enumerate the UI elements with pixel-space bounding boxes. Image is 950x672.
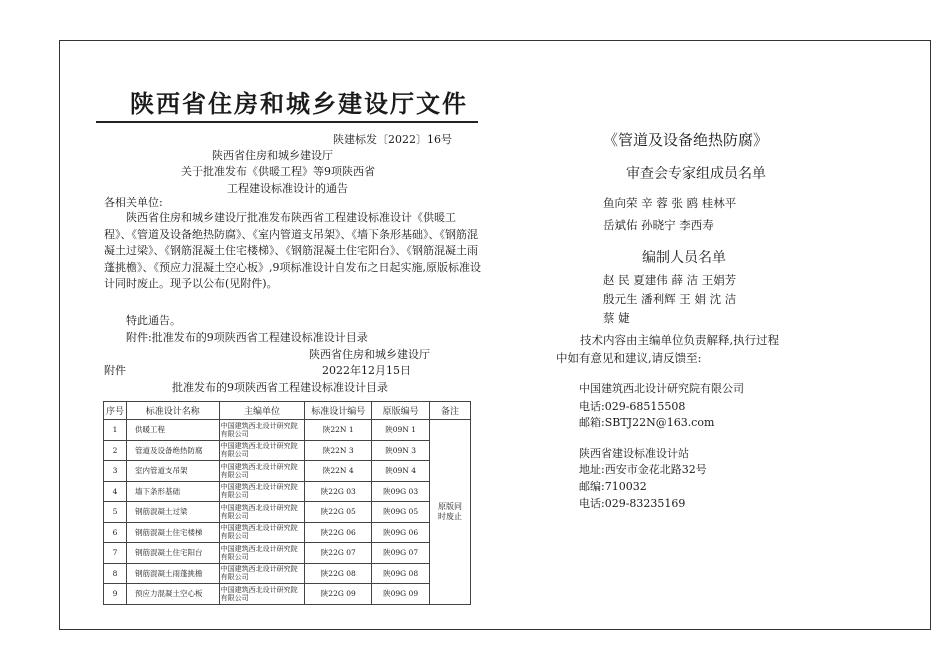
original-code: 陕09G 07 <box>372 543 430 564</box>
original-code: 陕09N 4 <box>372 461 430 482</box>
row-number: 7 <box>104 543 127 564</box>
table-row <box>104 563 471 584</box>
chief-editor-unit: 中国建筑西北设计研究院有限公司 <box>219 420 305 441</box>
row-number: 4 <box>104 481 127 502</box>
chief-editor-unit: 中国建筑西北设计研究院有限公司 <box>219 522 305 543</box>
chief-editor-unit: 中国建筑西北设计研究院有限公司 <box>219 584 305 605</box>
attachment-label: 附件 <box>104 364 126 377</box>
original-code: 陕09G 06 <box>372 522 430 543</box>
header-divider <box>96 121 478 123</box>
editors-line-1: 赵 民 夏建伟 薛 洁 王娟芳 <box>603 273 737 287</box>
row-number: 6 <box>104 522 127 543</box>
standard-code: 陕22G 09 <box>305 584 372 605</box>
row-number: 9 <box>104 584 127 605</box>
notice-paragraph: 陕西省住房和城乡建设厅批准发布陕西省工程建设标准设计《供暖工程》、《管道及设备绝热防腐》、《室内管道支吊架》、《墙下条形基础》、《钢筋混凝土过梁》、《钢筋混凝土住宅楼梯》、《钢筋混凝土住宅阳台》、《钢筋混凝土雨蓬挑檐》、《预应力混凝土空心板》,9项标准设计自发布之日起实施,原版标准设计同时废止。现予以公布(见附件)。 <box>104 211 481 290</box>
contact-org-1-phone: 电话:029-68515508 <box>579 400 686 413</box>
standard-name: 钢筋混凝土雨蓬挑檐 <box>126 563 219 584</box>
document-number: 陕建标发〔2022〕16号 <box>333 133 452 146</box>
editors-line-2: 殷元生 潘利辉 王 娟 沈 洁 <box>603 292 737 306</box>
standard-code: 陕22G 03 <box>305 481 372 502</box>
standard-name: 钢筋混凝土过梁 <box>126 502 219 523</box>
standard-name: 钢筋混凝土住宅阳台 <box>126 543 219 564</box>
standard-name: 室内管道支吊架 <box>126 461 219 482</box>
notice-closing: 特此通告。 <box>126 314 181 327</box>
standard-code: 陕22N 1 <box>305 420 372 441</box>
technical-note-line-1: 技术内容由主编单位负责解释,执行过程 <box>580 333 780 347</box>
chief-editor-unit: 中国建筑西北设计研究院有限公司 <box>219 563 305 584</box>
original-code: 陕09G 05 <box>372 502 430 523</box>
column-header: 标准设计编号 <box>305 402 372 420</box>
row-number: 1 <box>104 420 127 441</box>
row-number: 3 <box>104 461 127 482</box>
contact-org-2-postcode: 邮编:710032 <box>579 480 647 493</box>
table-header-row <box>104 402 471 420</box>
table-row <box>104 584 471 605</box>
table-row <box>104 543 471 564</box>
column-header: 原版编号 <box>372 402 430 420</box>
table-row <box>104 481 471 502</box>
standard-code: 陕22N 3 <box>305 440 372 461</box>
attachment-note: 附件:批准发布的9项陕西省工程建设标准设计目录 <box>126 331 368 344</box>
table-row <box>104 420 471 441</box>
original-code: 陕09N 3 <box>372 440 430 461</box>
column-header: 序号 <box>104 402 127 420</box>
standard-name: 供暖工程 <box>126 420 219 441</box>
signature-organization: 陕西省住房和城乡建设厅 <box>309 348 430 361</box>
standard-code: 陕22G 05 <box>305 502 372 523</box>
standard-code: 陕22G 07 <box>305 543 372 564</box>
editors-heading: 编制人员名单 <box>642 250 726 266</box>
row-number: 5 <box>104 502 127 523</box>
column-header: 主编单位 <box>219 402 305 420</box>
standard-code: 陕22G 06 <box>305 522 372 543</box>
table-row <box>104 440 471 461</box>
document-header-title: 陕西省住房和城乡建设厅文件 <box>130 89 468 118</box>
standard-code: 陕22G 08 <box>305 563 372 584</box>
remark-cell: 原版同时废止 <box>430 420 471 605</box>
chief-editor-unit: 中国建筑西北设计研究院有限公司 <box>219 461 305 482</box>
original-code: 陕09N 1 <box>372 420 430 441</box>
notice-title-line-2: 工程建设标准设计的通告 <box>227 182 348 195</box>
table-row <box>104 461 471 482</box>
table-title: 批准发布的9项陕西省工程建设标准设计目录 <box>172 381 388 394</box>
notice-title-line-1: 关于批准发布《供暖工程》等9项陕西省 <box>181 165 375 178</box>
standard-name: 钢筋混凝土住宅楼梯 <box>126 522 219 543</box>
chief-editor-unit: 中国建筑西北设计研究院有限公司 <box>219 440 305 461</box>
review-panel-heading: 审查会专家组成员名单 <box>626 166 766 182</box>
standards-directory-table <box>103 401 471 605</box>
contact-org-2-name: 陕西省建设标准设计站 <box>579 447 689 460</box>
signature-date: 2022年12月15日 <box>322 364 411 377</box>
standard-code: 陕22N 4 <box>305 461 372 482</box>
contact-org-1-name: 中国建筑西北设计研究院有限公司 <box>579 382 744 395</box>
contact-org-2-phone: 电话:029-83235169 <box>579 497 686 510</box>
chief-editor-unit: 中国建筑西北设计研究院有限公司 <box>219 502 305 523</box>
reviewers-line-2: 岳斌佑 孙晓宁 李西寿 <box>603 218 714 232</box>
technical-note-line-2: 中如有意见和建议,请反馈至: <box>556 351 702 365</box>
standard-name: 管道及设备绝热防腐 <box>126 440 219 461</box>
salutation: 各相关单位: <box>104 196 163 209</box>
row-number: 2 <box>104 440 127 461</box>
table-row <box>104 522 471 543</box>
original-code: 陕09G 09 <box>372 584 430 605</box>
contact-org-1-email: 邮箱:SBTJ22N@163.com <box>579 416 715 429</box>
column-header: 备注 <box>430 402 471 420</box>
column-header: 标准设计名称 <box>126 402 219 420</box>
chief-editor-unit: 中国建筑西北设计研究院有限公司 <box>219 481 305 502</box>
issuer-line: 陕西省住房和城乡建设厅 <box>212 149 333 162</box>
original-code: 陕09G 08 <box>372 563 430 584</box>
reviewers-line-1: 鱼向荣 辛 蓉 张 鸥 桂林平 <box>603 196 737 210</box>
row-number: 8 <box>104 563 127 584</box>
original-code: 陕09G 03 <box>372 481 430 502</box>
standard-name: 预应力混凝土空心板 <box>126 584 219 605</box>
contact-org-2-address: 地址:西安市金花北路32号 <box>579 463 707 476</box>
standard-name: 墙下条形基础 <box>126 481 219 502</box>
chief-editor-unit: 中国建筑西北设计研究院有限公司 <box>219 543 305 564</box>
book-title: 《管道及设备绝热防腐》 <box>603 131 769 149</box>
editors-line-3: 蔡 婕 <box>603 311 630 325</box>
table-row <box>104 502 471 523</box>
